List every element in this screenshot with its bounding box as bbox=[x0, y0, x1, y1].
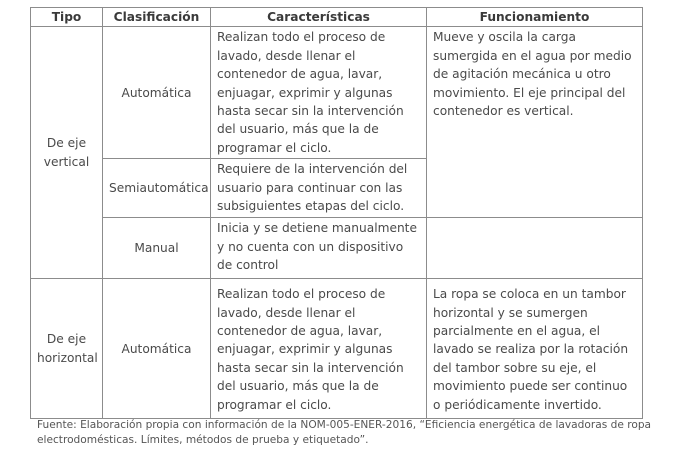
funcionamiento-horizontal-cell bbox=[427, 279, 643, 419]
text-line: Mueve y oscila la carga bbox=[433, 30, 576, 45]
table-row bbox=[31, 279, 643, 419]
text-line: enjuagar, exprimir y algunas bbox=[217, 342, 393, 357]
text-line: de control bbox=[217, 258, 279, 273]
text-line: programar el ciclo. bbox=[217, 397, 332, 412]
text-line: enjuagar, exprimir y algunas bbox=[217, 85, 393, 100]
source-note bbox=[37, 418, 657, 447]
text-line: del usuario, más que la de bbox=[217, 122, 379, 137]
clasificacion-cell: Manual bbox=[103, 218, 211, 279]
washer-classification-table bbox=[30, 7, 643, 419]
text-line: o periódicamente invertido. bbox=[433, 397, 602, 412]
text-line: lavado, desde llenar el bbox=[217, 305, 356, 320]
source-line: electrodomésticas. Límites, métodos de prueba y etiquetado”. bbox=[37, 433, 369, 446]
funcionamiento-vertical-cell bbox=[427, 27, 643, 218]
text-line: programar el ciclo. bbox=[217, 140, 332, 155]
text-line: movimiento. El eje principal del bbox=[433, 85, 626, 100]
text-line: sumergida en el agua por medio bbox=[433, 48, 632, 63]
text-line: Inicia y se detiene manualmente bbox=[217, 221, 417, 236]
text-line: movimiento puede ser continuo bbox=[433, 379, 628, 394]
text-line: contenedor de agua, lavar, bbox=[217, 67, 383, 82]
text-line: del tambor sobre su eje, el bbox=[433, 360, 597, 375]
text-line: parcialmente en el agua, el bbox=[433, 324, 601, 339]
tipo-vertical-cell: De eje vertical bbox=[31, 27, 103, 279]
text-line: contenedor es vertical. bbox=[433, 104, 574, 119]
text-line: subsiguientes etapas del ciclo. bbox=[217, 199, 405, 214]
text-line: La ropa se coloca en un tambor bbox=[433, 287, 626, 302]
text-line: lavado, desde llenar el bbox=[217, 48, 356, 63]
caracteristicas-cell bbox=[211, 27, 427, 159]
header-funcionamiento: Funcionamiento bbox=[427, 8, 643, 27]
caracteristicas-cell bbox=[211, 218, 427, 279]
table-row bbox=[31, 218, 643, 279]
text-line: y no cuenta con un dispositivo bbox=[217, 239, 404, 254]
text-line: horizontal y se sumergen bbox=[433, 305, 588, 320]
header-tipo: Tipo bbox=[31, 8, 103, 27]
header-caracteristicas: Características bbox=[211, 8, 427, 27]
caracteristicas-cell bbox=[211, 159, 427, 218]
table-row bbox=[31, 27, 643, 159]
empty-cell bbox=[427, 218, 643, 279]
source-line: Fuente: Elaboración propia con información de la NOM-005-ENER-2016, “Eficiencia energética de lavadoras de ropa bbox=[37, 419, 652, 431]
text-line: del usuario, más que la de bbox=[217, 379, 379, 394]
caracteristicas-cell bbox=[211, 279, 427, 419]
text-line: contenedor de agua, lavar, bbox=[217, 324, 383, 339]
text-line: Realizan todo el proceso de bbox=[217, 287, 386, 302]
text-line: hasta secar sin la intervención bbox=[217, 360, 404, 375]
clasificacion-cell: Semiautomática bbox=[103, 159, 211, 218]
clasificacion-cell: Automática bbox=[103, 279, 211, 419]
text-line: hasta secar sin la intervención bbox=[217, 104, 404, 119]
header-clasificacion: Clasificación bbox=[103, 8, 211, 27]
text-line: Realizan todo el proceso de bbox=[217, 30, 386, 45]
text-line: usuario para continuar con las bbox=[217, 180, 403, 195]
text-line: de agitación mecánica u otro bbox=[433, 67, 611, 82]
text-line: lavado se realiza por la rotación bbox=[433, 342, 629, 357]
tipo-horizontal-cell: De eje horizontal bbox=[31, 279, 103, 419]
text-line: Requiere de la intervención del bbox=[217, 162, 408, 177]
table-header-row bbox=[31, 8, 643, 27]
clasificacion-cell: Automática bbox=[103, 27, 211, 159]
